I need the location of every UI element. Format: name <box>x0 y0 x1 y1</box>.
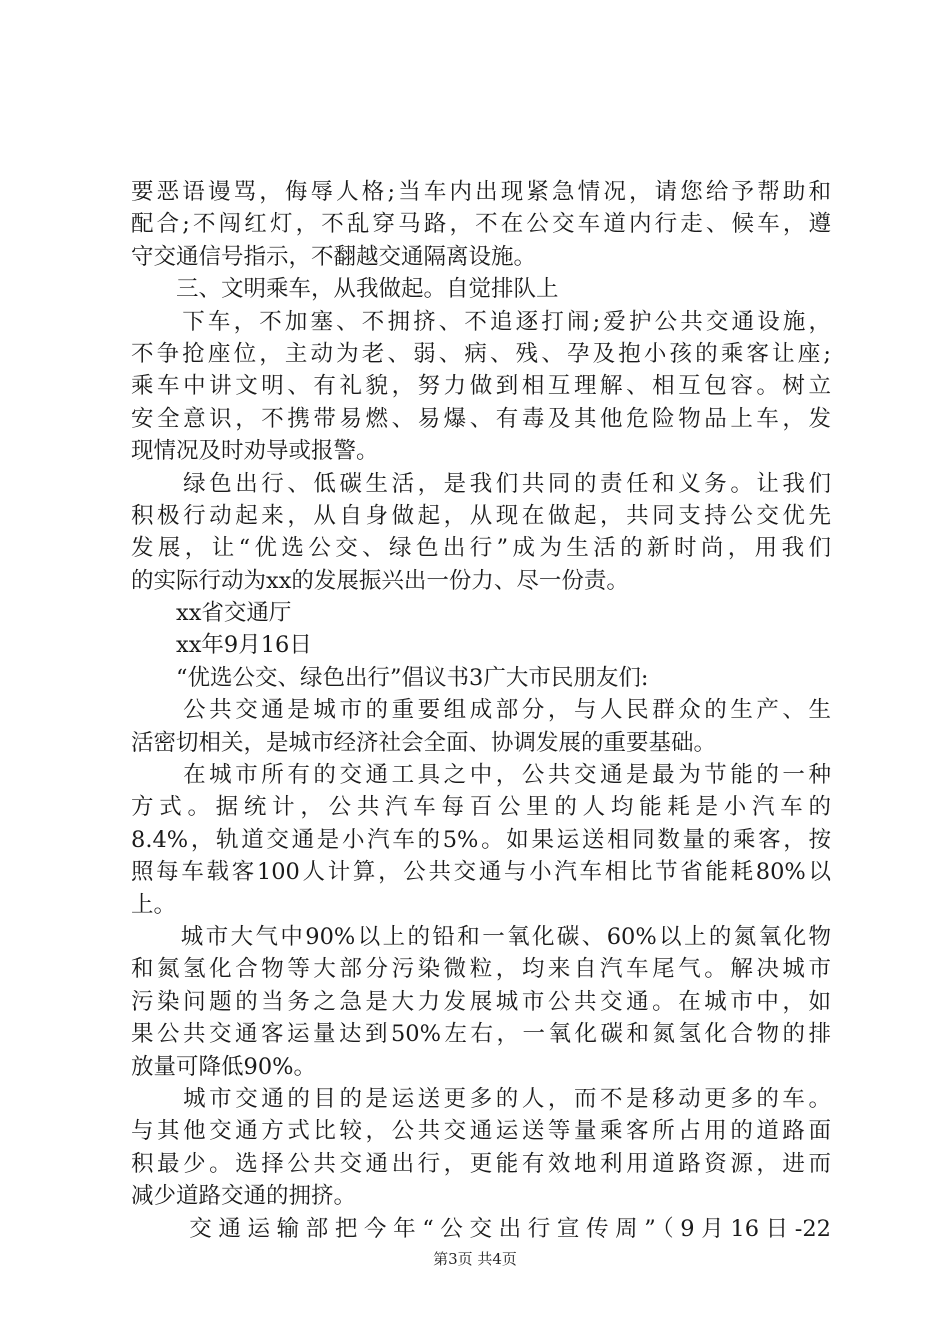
text-line: 公共交通是城市的重要组成部分，与人民群众的生产、生 <box>131 697 831 724</box>
text-line: 果公共交通客运量达到50%左右，一氧化碳和氮氢化合物的排 <box>131 1021 831 1048</box>
text-line: 三、文明乘车，从我做起。自觉排队上 <box>131 276 559 303</box>
text-line: 乘车中讲文明、有礼貌，努力做到相互理解、相互包容。树立 <box>131 373 831 400</box>
text-line: xx年9月16日 <box>131 632 312 659</box>
text-line: 和氮氢化合物等大部分污染微粒，均来自汽车尾气。解决城市 <box>131 956 831 983</box>
text-line: 现情况及时劝导或报警。 <box>131 438 379 465</box>
text-line: 下车，不加塞、不拥挤、不追逐打闹;爱护公共交通设施， <box>131 308 831 335</box>
text-line: 在城市所有的交通工具之中，公共交通是最为节能的一种 <box>131 762 831 789</box>
text-line: 积极行动起来，从自身做起，从现在做起，共同支持公交优先 <box>131 502 831 529</box>
text-line: 安全意识，不携带易燃、易爆、有毒及其他危险物品上车，发 <box>131 405 831 432</box>
text-line: 发展，让“优选公交、绿色出行”成为生活的新时尚，用我们 <box>131 535 831 562</box>
text-line: 要恶语谩骂，侮辱人格;当车内出现紧急情况，请您给予帮助和 <box>131 179 831 205</box>
text-line: 不争抢座位，主动为老、弱、病、残、孕及抱小孩的乘客让座; <box>131 340 831 367</box>
text-line: 城市大气中90%以上的铅和一氧化碳、60%以上的氮氧化物 <box>131 923 831 950</box>
text-line: 配合;不闯红灯，不乱穿马路，不在公交车道内行走、候车，遵 <box>131 211 831 238</box>
text-line: “优选公交、绿色出行”倡议书3广大市民朋友们: <box>131 664 649 691</box>
text-line: 守交通信号指示，不翻越交通隔离设施。 <box>131 243 537 270</box>
text-line: 减少道路交通的拥挤。 <box>131 1183 357 1210</box>
text-line: 的实际行动为xx的发展振兴出一份力、尽一份责。 <box>131 567 629 594</box>
text-line: 上。 <box>131 891 177 918</box>
text-line: 积最少。选择公共交通出行，更能有效地利用道路资源，进而 <box>131 1150 831 1177</box>
document-body <box>131 176 831 1245</box>
text-line: 8.4%，轨道交通是小汽车的5%。如果运送相同数量的乘客，按 <box>131 826 831 853</box>
text-line: 绿色出行、低碳生活，是我们共同的责任和义务。让我们 <box>131 470 831 497</box>
text-line: 照每车载客100人计算，公共交通与小汽车相比节省能耗80%以 <box>131 859 831 886</box>
text-line: 交通运输部把今年“公交出行宣传周”（9月16日-22 <box>131 1215 831 1242</box>
text-line: 放量可降低90%。 <box>131 1053 317 1080</box>
text-line: 方式。据统计，公共汽车每百公里的人均能耗是小汽车的 <box>131 794 831 821</box>
text-line: 活密切相关，是城市经济社会全面、协调发展的重要基础。 <box>131 729 717 756</box>
text-line: xx省交通厅 <box>131 600 292 627</box>
text-line: 污染问题的当务之急是大力发展城市公共交通。在城市中，如 <box>131 988 831 1015</box>
text-line: 城市交通的目的是运送更多的人，而不是移动更多的车。 <box>131 1085 831 1112</box>
page-footer: 第3页 共4页 <box>433 1250 517 1268</box>
text-line: 与其他交通方式比较，公共交通运送等量乘客所占用的道路面 <box>131 1118 831 1145</box>
